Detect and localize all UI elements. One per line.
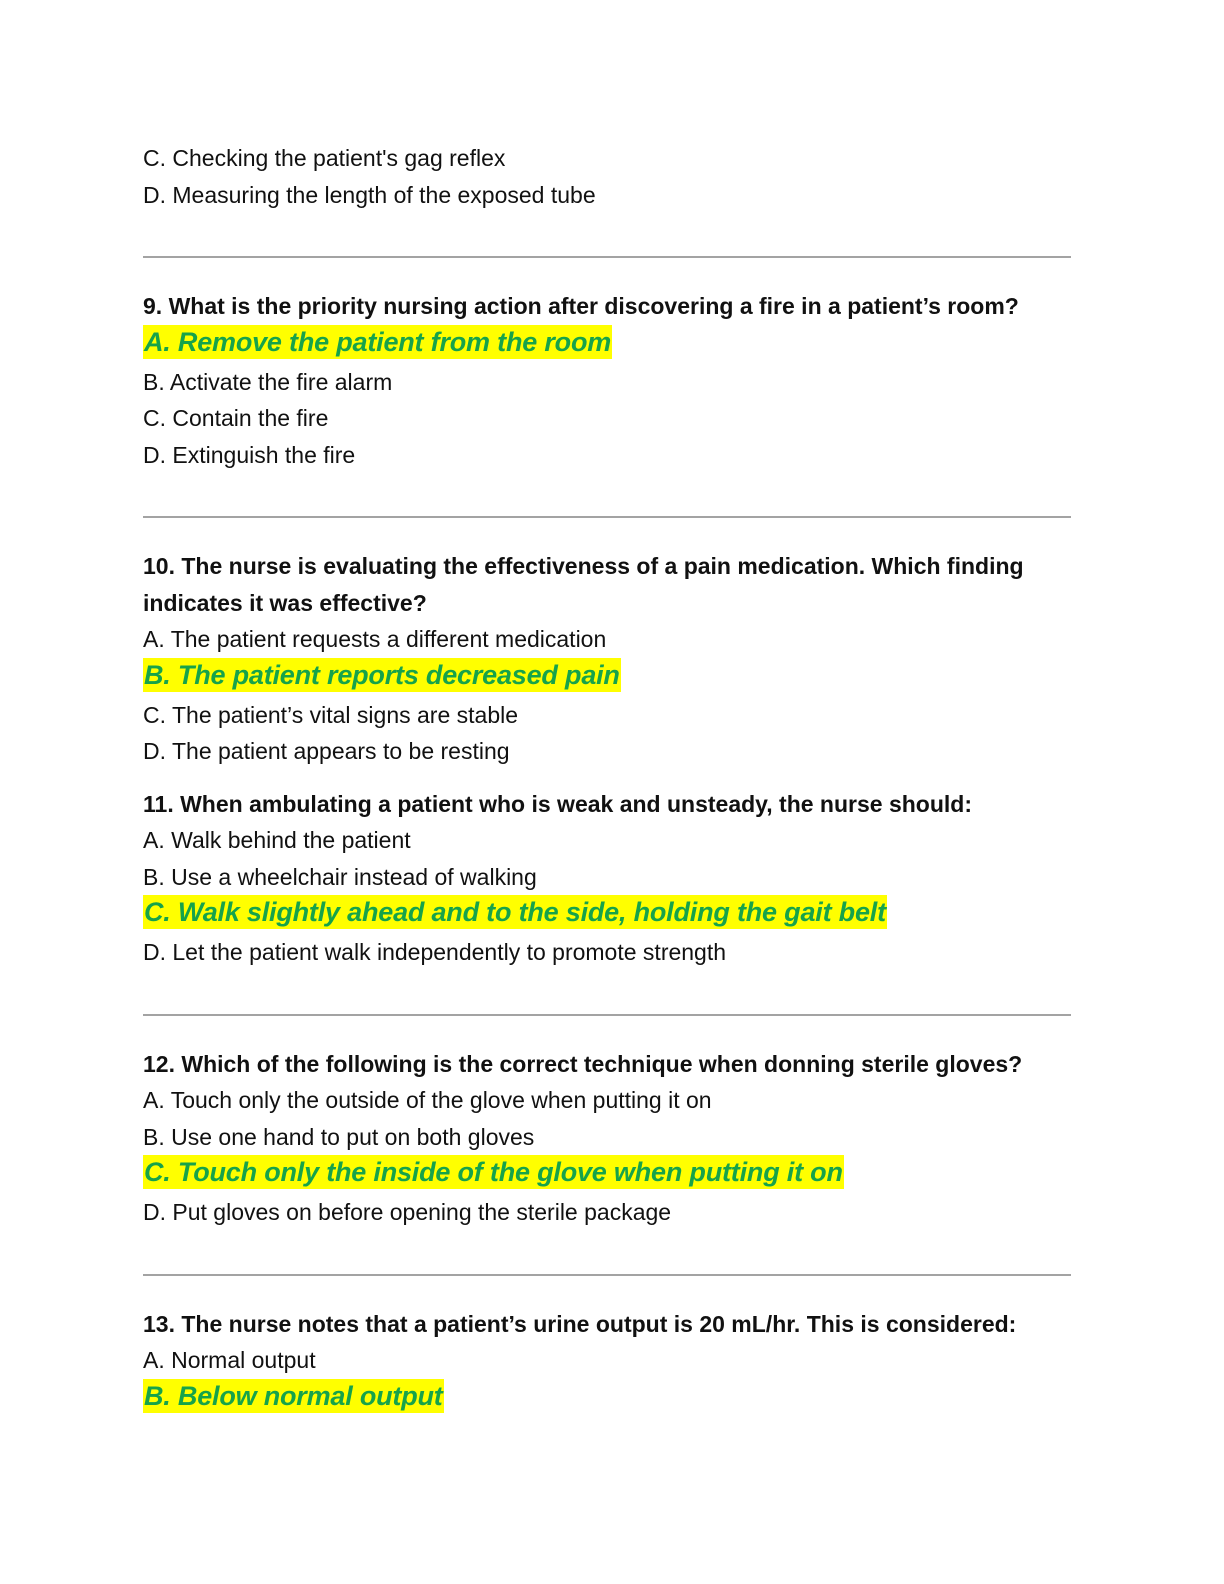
- q12-option-b: B. Use one hand to put on both gloves: [143, 1123, 535, 1150]
- q12-option-c: C. Touch only the inside of the glove when putting it on: [144, 1157, 843, 1187]
- q12-option-a: A. Touch only the outside of the glove when putting it on: [143, 1087, 712, 1113]
- q10-option-a: A. The patient requests a different medication: [143, 626, 607, 652]
- q13-answer: [143, 1379, 1071, 1418]
- q10-answer: [143, 658, 1071, 697]
- q10-option-b: B. The patient reports decreased pain: [144, 659, 620, 690]
- q9-question: 9. What is the priority nursing action after discovering a fire in a patient’s room?: [143, 293, 1019, 319]
- q9-option-a: A. Remove the patient from the room: [144, 326, 612, 357]
- q9-option-b: B. Activate the fire alarm: [143, 368, 393, 395]
- q12-answer: [143, 1155, 1071, 1194]
- q8-option-d: D. Measuring the length of the exposed tube: [143, 181, 596, 208]
- q13-option-b: B. Below normal output: [144, 1380, 443, 1411]
- document-page: [143, 140, 1071, 1418]
- q13-question: 13. The nurse notes that a patient’s urine output is 20 mL/hr. This is considered:: [143, 1310, 1017, 1337]
- q11-option-b: B. Use a wheelchair instead of walking: [143, 863, 537, 890]
- q9-option-d: D. Extinguish the fire: [143, 441, 356, 468]
- q8-option-c: C. Checking the patient's gag reflex: [143, 145, 506, 171]
- q12-option-d: D. Put gloves on before opening the sterile package: [143, 1199, 672, 1225]
- q10-question: 10. The nurse is evaluating the effectiveness of a pain medication. Which finding indicates it was effective?: [143, 553, 1024, 616]
- q12-question: 12. Which of the following is the correct technique when donning sterile gloves?: [143, 1050, 1023, 1077]
- q9-answer: [143, 325, 1071, 364]
- q10-option-d: D. The patient appears to be resting: [143, 738, 510, 764]
- q11-answer: [143, 895, 1071, 934]
- q11-option-d: D. Let the patient walk independently to promote strength: [143, 939, 727, 965]
- q9-option-c: C. Contain the fire: [143, 405, 329, 431]
- q10-option-c: C. The patient’s vital signs are stable: [143, 701, 519, 728]
- q11-option-c: C. Walk slightly ahead and to the side, holding the gait belt: [144, 897, 886, 927]
- q11-option-a: A. Walk behind the patient: [143, 827, 411, 853]
- q13-option-a: A. Normal output: [143, 1347, 316, 1373]
- q11-question: 11. When ambulating a patient who is weak and unsteady, the nurse should:: [143, 790, 972, 817]
